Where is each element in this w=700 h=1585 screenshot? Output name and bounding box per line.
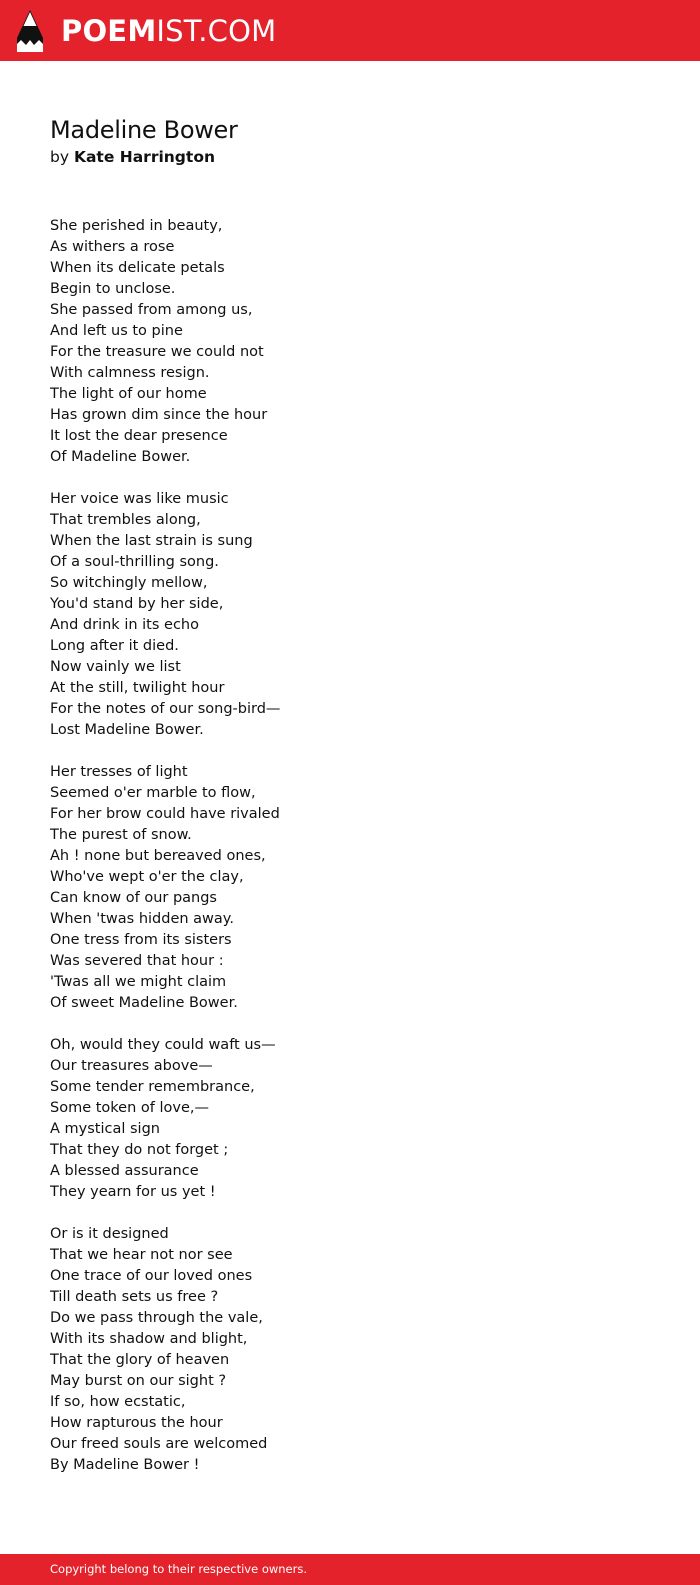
pencil-tip-icon [17, 10, 43, 52]
stanza-1 [50, 216, 650, 468]
poem-line: Some token of love,— [50, 1100, 209, 1116]
poem-line: And drink in its echo [50, 617, 199, 633]
author-link[interactable]: Kate Harrington [73, 148, 215, 166]
site-header [0, 0, 700, 61]
poem-line: You'd stand by her side, [50, 596, 224, 612]
poem-line: Lost Madeline Bower. [50, 722, 204, 738]
poem-line: She perished in beauty, [50, 218, 223, 234]
poem-line: When the last strain is sung [50, 533, 253, 549]
poem-line: Oh, would they could waft us— [50, 1037, 276, 1053]
poem-line: Our treasures above— [50, 1058, 213, 1074]
poem-line: For the notes of our song-bird— [50, 701, 281, 717]
poem-line: Do we pass through the vale, [50, 1310, 263, 1326]
poem-line: By Madeline Bower ! [50, 1457, 200, 1473]
poem-title: Madeline Bower [50, 116, 238, 144]
poem-line: It lost the dear presence [50, 428, 228, 444]
poem-line: Long after it died. [50, 638, 179, 654]
brand-name-light: IST.COM [156, 13, 277, 48]
poem-line: Some tender remembrance, [50, 1079, 255, 1095]
poem-line: Of a soul-thrilling song. [50, 554, 219, 570]
site-logo-link[interactable] [17, 10, 276, 52]
poem-line: Her tresses of light [50, 764, 188, 780]
poem-line: May burst on our sight ? [50, 1373, 227, 1389]
poem-line: Our freed souls are welcomed [50, 1436, 268, 1452]
poem-line: So witchingly mellow, [50, 575, 208, 591]
poem-line: That we hear not nor see [50, 1247, 233, 1263]
poem-line: As withers a rose [50, 239, 175, 255]
stanza-2 [50, 489, 650, 741]
poem-line: Of sweet Madeline Bower. [50, 995, 238, 1011]
byline [50, 146, 650, 168]
poem-line: If so, how ecstatic, [50, 1394, 186, 1410]
poem-line: Of Madeline Bower. [50, 449, 191, 465]
poem-line: That the glory of heaven [50, 1352, 230, 1368]
site-footer [0, 1554, 700, 1585]
poem-line: Now vainly we list [50, 659, 181, 675]
poem-line: For the treasure we could not [50, 344, 264, 360]
poem-line: How rapturous the hour [50, 1415, 223, 1431]
copyright-notice: Copyright belong to their respective owners. [50, 1562, 308, 1576]
poem-line: Begin to unclose. [50, 281, 176, 297]
poem-line: Till death sets us free ? [50, 1289, 219, 1305]
poem-line: That trembles along, [50, 512, 201, 528]
poem-line: Who've wept o'er the clay, [50, 869, 244, 885]
poem-line: She passed from among us, [50, 302, 253, 318]
poem-line: One trace of our loved ones [50, 1268, 253, 1284]
poem-line: They yearn for us yet ! [50, 1184, 216, 1200]
poem-line: One tress from its sisters [50, 932, 232, 948]
poem-line: For her brow could have rivaled [50, 806, 280, 822]
poem-article [50, 114, 650, 1473]
poem-line: Ah ! none but bereaved ones, [50, 848, 266, 864]
poem-line: With calmness resign. [50, 365, 210, 381]
brand-name-bold: POEM [61, 13, 157, 48]
poem-line: 'Twas all we might claim [50, 974, 227, 990]
poem-line: Can know of our pangs [50, 890, 217, 906]
poem-line: A blessed assurance [50, 1163, 199, 1179]
poem-line: The purest of snow. [50, 827, 192, 843]
poem-line: The light of our home [50, 386, 207, 402]
poem-line: That they do not forget ; [50, 1142, 229, 1158]
poem-line: Has grown dim since the hour [50, 407, 268, 423]
poem-line: With its shadow and blight, [50, 1331, 248, 1347]
stanza-4 [50, 1035, 650, 1203]
stanza-5 [50, 1224, 650, 1476]
poem-line: At the still, twilight hour [50, 680, 225, 696]
poem-line: A mystical sign [50, 1121, 160, 1137]
poem-line: And left us to pine [50, 323, 183, 339]
poem-line: Was severed that hour : [50, 953, 224, 969]
poem-line: Seemed o'er marble to flow, [50, 785, 256, 801]
poem-line: Her voice was like music [50, 491, 229, 507]
poem-body [50, 216, 650, 1497]
byline-prefix: by [50, 148, 70, 166]
poem-line: When its delicate petals [50, 260, 225, 276]
poem-line: When 'twas hidden away. [50, 911, 234, 927]
poem-line: Or is it designed [50, 1226, 169, 1242]
stanza-3 [50, 762, 650, 1014]
brand-name [61, 13, 277, 48]
